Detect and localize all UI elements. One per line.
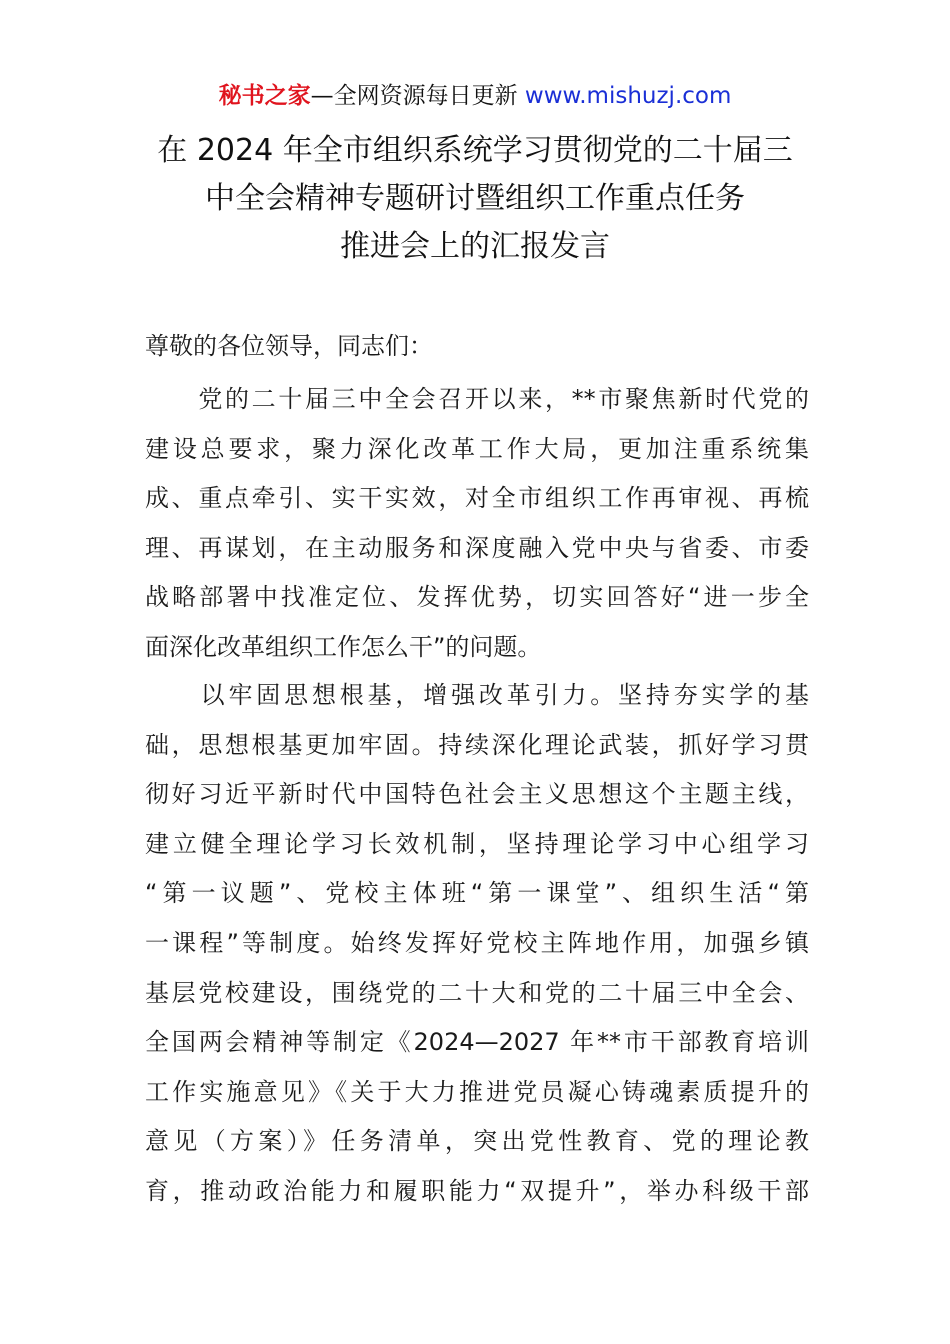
paragraph-line: 育，推动政治能力和履职能力“双提升”，举办科级干部 <box>145 1176 809 1205</box>
paragraph-1 <box>145 375 809 673</box>
paragraph-line: 彻好习近平新时代中国特色社会主义思想这个主题主线， <box>145 780 809 809</box>
title-line: 在 2024 年全市组织系统学习贯彻党的二十届三 <box>157 133 793 168</box>
paragraph-2 <box>145 671 809 1217</box>
site-url-link[interactable]: www.mishuzj.com <box>524 83 732 109</box>
paragraph-line: 面深化改革组织工作怎么干”的问题。 <box>145 632 542 661</box>
paragraph-line: 成、重点牵引、实干实效，对全市组织工作再审视、再梳 <box>145 484 809 513</box>
paragraph-line: 理、再谋划，在主动服务和深度融入党中央与省委、市委 <box>145 533 809 562</box>
paragraph-line: 一课程”等制度。始终发挥好党校主阵地作用，加强乡镇 <box>145 928 809 957</box>
paragraph-line: 建设总要求，聚力深化改革工作大局，更加注重系统集 <box>145 434 809 463</box>
brand-name: 秘书之家 <box>218 83 311 109</box>
paragraph-line: 全国两会精神等制定《2024—2027 年**市干部教育培训 <box>145 1028 809 1057</box>
header-tagline: —全网资源每日更新 <box>310 83 525 109</box>
document-title <box>0 127 950 271</box>
paragraph-line: 工作实施意见》《关于大力推进党员凝心铸魂素质提升的 <box>145 1077 809 1106</box>
paragraph-line: 以牢固思想根基，增强改革引力。坚持夯实学的基 <box>145 681 809 709</box>
paragraph-line: 础，思想根基更加牢固。持续深化理论武装，抓好学习贯 <box>145 730 809 759</box>
title-line: 中全会精神专题研讨暨组织工作重点任务 <box>205 181 745 216</box>
paragraph-line: 基层党校建设，围绕党的二十大和党的二十届三中全会、 <box>145 978 809 1007</box>
title-line: 推进会上的汇报发言 <box>340 229 610 264</box>
paragraph-line: “第一议题”、党校主体班“第一课堂”、组织生活“第 <box>145 879 809 908</box>
paragraph-line: 党的二十届三中全会召开以来，**市聚焦新时代党的 <box>145 385 809 413</box>
site-header <box>0 80 950 112</box>
paragraph-line: 建立健全理论学习长效机制，坚持理论学习中心组学习 <box>145 829 809 858</box>
paragraph-line: 意见（方案）》任务清单，突出党性教育、党的理论教 <box>145 1127 809 1156</box>
salutation: 尊敬的各位领导，同志们： <box>145 332 433 360</box>
paragraph-line: 战略部署中找准定位、发挥优势，切实回答好“进一步全 <box>145 583 809 612</box>
